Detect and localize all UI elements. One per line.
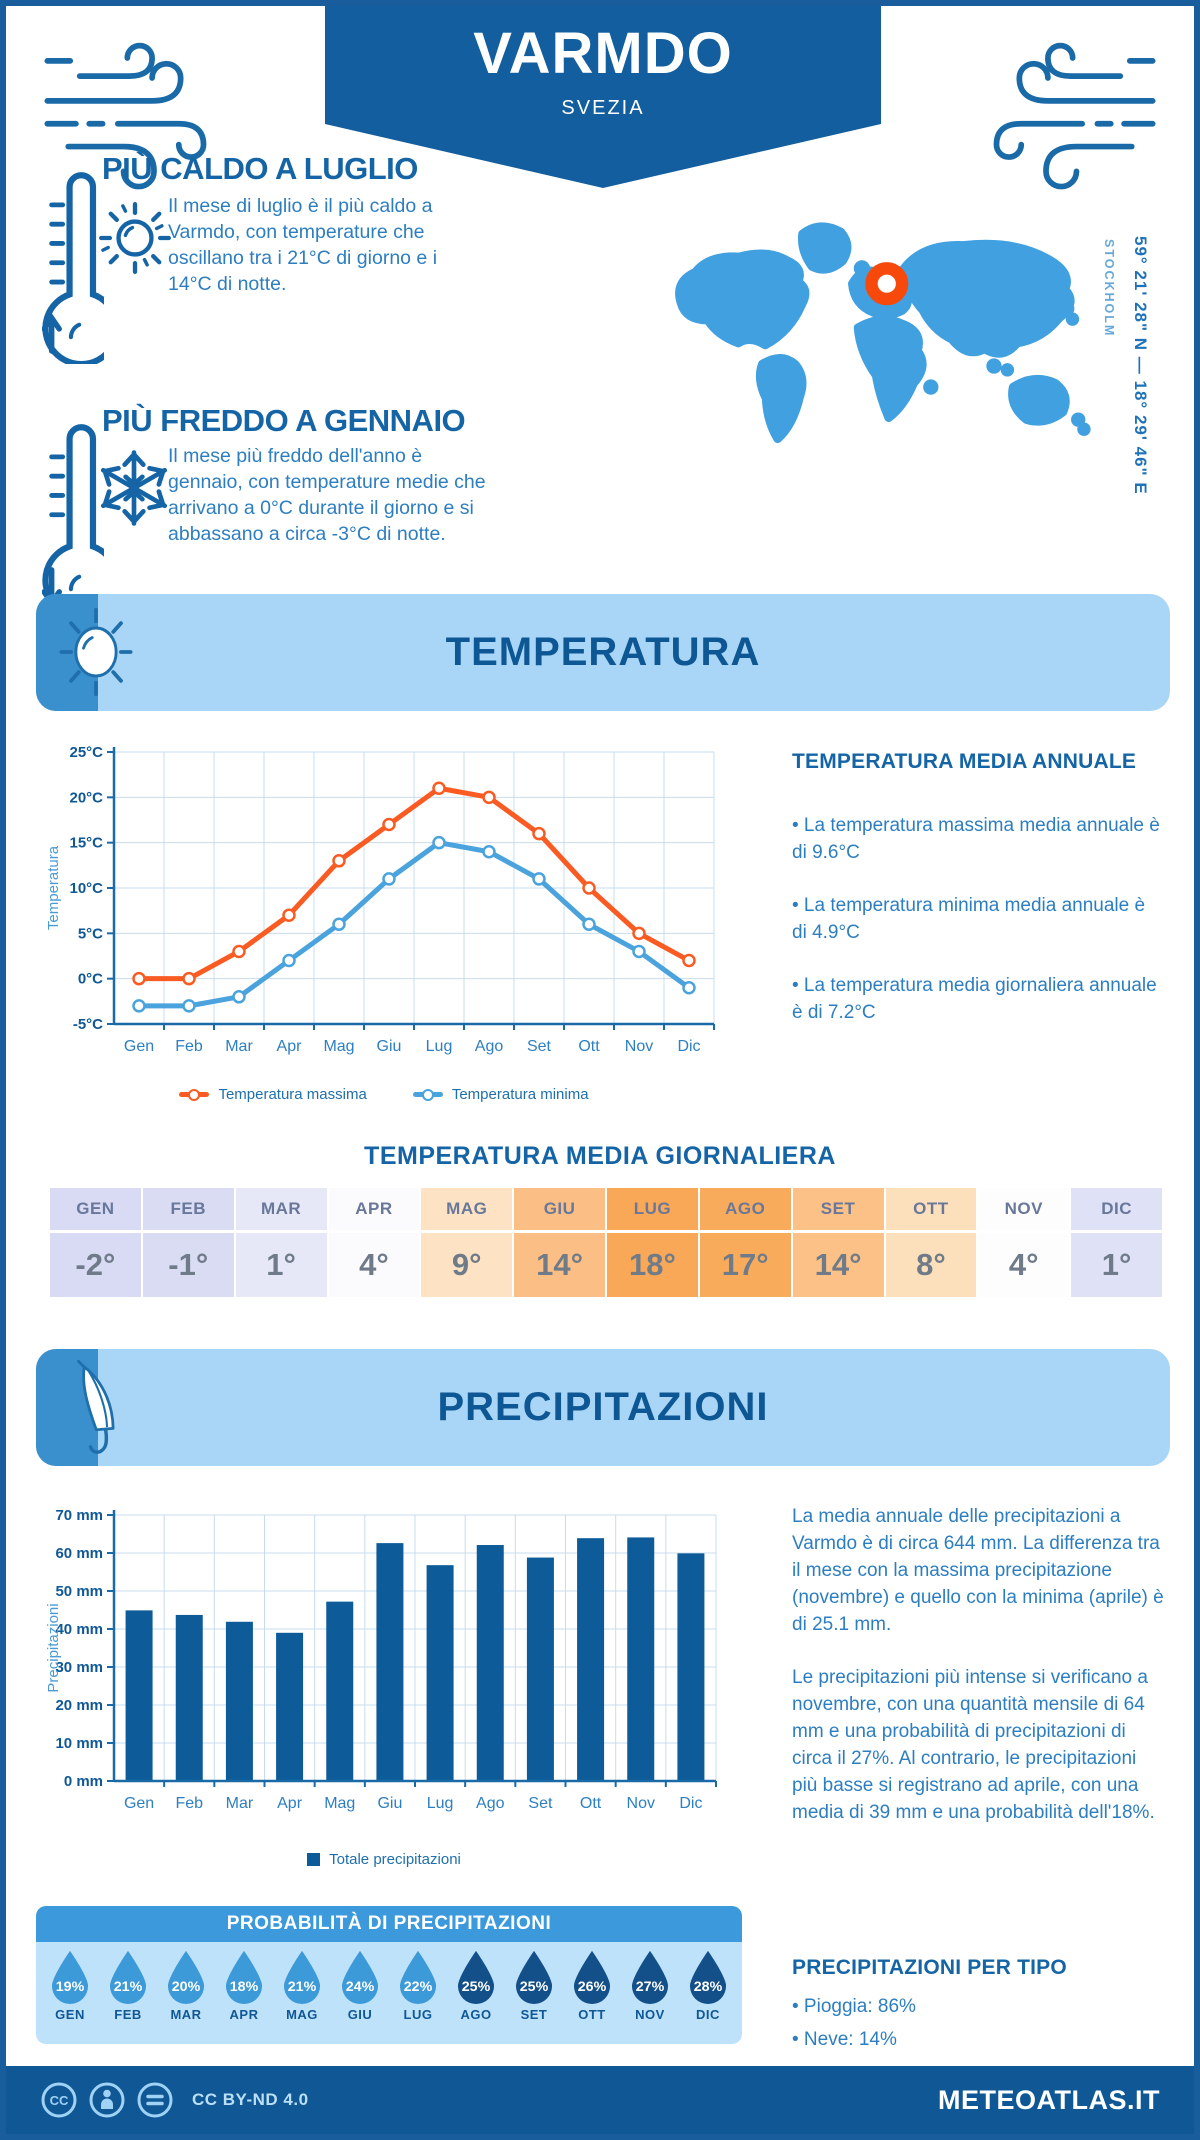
daily-temp-value: 4° — [359, 1247, 389, 1282]
thermometer-up-icon — [42, 156, 104, 364]
probability-droplet — [510, 1949, 558, 2022]
sun-icon — [96, 199, 174, 277]
svg-text:0°C: 0°C — [77, 970, 103, 988]
legend-swatch — [307, 1853, 320, 1866]
svg-text:25%: 25% — [519, 1978, 549, 1995]
svg-text:Set: Set — [528, 1795, 553, 1812]
precipitation-paragraph: La media annuale delle precipitazioni a Varmdo è di circa 644 mm. La differenza tra il mese con la massima precipitazione (novembre) e quello con la minima (aprile) è di 25.1 mm. — [792, 1506, 1164, 1635]
daily-temp-month: LUG — [607, 1188, 698, 1233]
svg-text:10°C: 10°C — [69, 880, 103, 897]
svg-text:Lug: Lug — [426, 1795, 454, 1812]
svg-text:Nov: Nov — [626, 1795, 655, 1812]
daily-temp-title: TEMPERATURA MEDIA GIORNALIERA — [364, 1142, 836, 1170]
svg-text:20 mm: 20 mm — [55, 1697, 103, 1714]
daily-temp-cell — [1071, 1188, 1162, 1297]
cc-nd-icon — [136, 2081, 174, 2119]
svg-text:Giu: Giu — [376, 1038, 402, 1055]
cc-icon — [40, 2081, 78, 2119]
site-name: METEOATLAS.IT — [938, 2084, 1160, 2115]
legend-item — [413, 1086, 589, 1103]
daily-temp-value: 8° — [916, 1247, 946, 1282]
daily-temp-value: 9° — [451, 1247, 482, 1282]
legend-item — [307, 1851, 461, 1868]
svg-text:-5°C: -5°C — [72, 1016, 103, 1033]
daily-temp-month: MAG — [421, 1188, 512, 1233]
probability-month-label: GEN — [55, 2007, 85, 2022]
annual-temp-title: TEMPERATURA MEDIA ANNUALE — [792, 750, 1137, 773]
svg-text:CC: CC — [49, 2093, 69, 2108]
probability-droplet — [568, 1949, 616, 2022]
precipitation-bar-chart — [44, 1501, 724, 1831]
probability-month-label: AGO — [460, 2007, 492, 2022]
daily-temp-value: 4° — [1008, 1247, 1039, 1282]
daily-temp-month: APR — [329, 1188, 420, 1233]
svg-text:15°C: 15°C — [69, 834, 103, 852]
svg-text:Ott: Ott — [578, 1038, 600, 1055]
daily-temp-value: 17° — [721, 1247, 769, 1282]
probability-droplet — [684, 1949, 732, 2022]
daily-temp-table — [50, 1188, 1162, 1297]
svg-text:50 mm: 50 mm — [55, 1583, 103, 1600]
daily-temp-value: 14° — [814, 1247, 862, 1282]
daily-temp-month: NOV — [978, 1188, 1069, 1233]
probability-month-label: SET — [520, 2007, 548, 2022]
temperature-section-banner — [36, 594, 1170, 711]
probability-month-label: OTT — [578, 2007, 606, 2022]
probability-droplet — [104, 1949, 152, 2022]
svg-text:30 mm: 30 mm — [55, 1659, 103, 1676]
svg-text:Feb: Feb — [175, 1795, 204, 1812]
probability-droplet — [162, 1949, 210, 2022]
legend-swatch — [179, 1092, 209, 1097]
license-text: CC BY-ND 4.0 — [192, 2090, 309, 2109]
probability-month-label: LUG — [403, 2007, 433, 2022]
legend-item — [179, 1086, 366, 1103]
probability-month-label: MAR — [170, 2007, 202, 2022]
location-marker-icon — [871, 268, 902, 299]
daily-temp-cell — [329, 1188, 420, 1297]
svg-text:27%: 27% — [635, 1978, 665, 1995]
probability-droplet — [278, 1949, 326, 2022]
svg-text:28%: 28% — [693, 1978, 723, 1995]
daily-temp-month: GEN — [50, 1188, 141, 1233]
precip-type-item: • Neve: 14% — [792, 2029, 897, 2050]
probability-month-label: FEB — [114, 2007, 142, 2022]
precip-type-list — [792, 1990, 1164, 2056]
probability-month-label: NOV — [635, 2007, 665, 2022]
svg-text:5°C: 5°C — [77, 925, 103, 943]
svg-text:60 mm: 60 mm — [55, 1545, 103, 1562]
snowflake-icon — [92, 446, 176, 530]
svg-text:Ott: Ott — [579, 1795, 602, 1812]
daily-temp-month: OTT — [886, 1188, 977, 1233]
annual-bullet: • La temperatura media giornaliera annuale è di 7.2°C — [792, 975, 1157, 1023]
precipitation-section-banner — [36, 1349, 1170, 1466]
svg-text:21%: 21% — [287, 1978, 317, 1995]
svg-text:25%: 25% — [461, 1978, 491, 1995]
probability-droplet — [452, 1949, 500, 2022]
daily-temp-cell — [886, 1188, 977, 1297]
svg-text:Mar: Mar — [225, 1795, 254, 1812]
svg-text:Apr: Apr — [276, 1038, 302, 1055]
svg-text:Mag: Mag — [324, 1795, 356, 1812]
legend-label: Temperatura massima — [218, 1086, 367, 1103]
svg-text:Lug: Lug — [425, 1038, 453, 1055]
svg-text:0 mm: 0 mm — [63, 1773, 103, 1790]
svg-text:10 mm: 10 mm — [55, 1735, 103, 1752]
page-subtitle: SVEZIA — [561, 97, 645, 119]
cc-attribution-icon — [88, 2081, 126, 2119]
svg-text:20°C: 20°C — [69, 789, 103, 807]
probability-month-label: DIC — [696, 2007, 720, 2022]
daily-temp-cell — [421, 1188, 512, 1297]
wind-icon — [966, 24, 1166, 192]
probability-panel — [36, 1942, 742, 2044]
probability-month-label: GIU — [347, 2007, 373, 2022]
daily-temp-value: 18° — [628, 1247, 676, 1282]
svg-text:24%: 24% — [345, 1978, 375, 1995]
daily-temp-cell — [50, 1188, 141, 1297]
temperature-chart-legend — [44, 1086, 724, 1103]
svg-text:Feb: Feb — [175, 1038, 203, 1055]
svg-text:Dic: Dic — [679, 1795, 703, 1812]
svg-text:70 mm: 70 mm — [55, 1507, 103, 1524]
daily-temp-value: -1° — [168, 1247, 209, 1282]
svg-text:21%: 21% — [113, 1978, 143, 1995]
daily-temp-value: -2° — [75, 1247, 116, 1282]
svg-text:Gen: Gen — [123, 1038, 155, 1055]
daily-temp-cell — [236, 1188, 327, 1297]
daily-temp-month: SET — [793, 1188, 884, 1233]
daily-temp-month: GIU — [514, 1188, 605, 1233]
daily-temp-cell — [143, 1188, 234, 1297]
map-coordinates: 59° 21' 28" N — 18° 29' 46" E — [1131, 236, 1150, 495]
hot-month-text: Il mese di luglio è il più caldo a Varmdo, con temperature che oscillano tra i 21°C di giorno e i 14°C di notte. — [168, 195, 438, 295]
precipitation-section-title: PRECIPITAZIONI — [437, 1385, 769, 1429]
svg-text:25°C: 25°C — [69, 744, 103, 761]
hot-month-title: PIÙ CALDO A LUGLIO — [102, 151, 418, 186]
daily-temp-value: 1° — [1101, 1247, 1132, 1282]
daily-temp-cell — [793, 1188, 884, 1297]
daily-temp-cell — [978, 1188, 1069, 1297]
legend-label: Totale precipitazioni — [329, 1851, 461, 1868]
svg-text:20%: 20% — [171, 1978, 201, 1995]
svg-text:Giu: Giu — [377, 1795, 403, 1812]
svg-text:18%: 18% — [229, 1978, 259, 1995]
annual-temp-bullets — [792, 812, 1164, 1052]
daily-temp-month: MAR — [236, 1188, 327, 1233]
temperature-line-chart — [44, 738, 724, 1080]
precip-type-title: PRECIPITAZIONI PER TIPO — [792, 1956, 1067, 1979]
svg-text:Mar: Mar — [225, 1038, 253, 1055]
legend-label: Temperatura minima — [451, 1086, 589, 1103]
page-title: VARMDO — [473, 21, 733, 86]
svg-text:Ago: Ago — [476, 1795, 505, 1812]
svg-text:Apr: Apr — [277, 1795, 303, 1812]
footer — [6, 2066, 1194, 2134]
daily-temp-cell — [700, 1188, 791, 1297]
svg-text:Set: Set — [526, 1038, 552, 1055]
daily-temp-value: 1° — [266, 1247, 296, 1282]
probability-droplet — [394, 1949, 442, 2022]
svg-text:Ago: Ago — [474, 1038, 504, 1055]
svg-text:22%: 22% — [403, 1978, 433, 1995]
svg-text:40 mm: 40 mm — [55, 1621, 103, 1638]
cold-month-text: Il mese più freddo dell'anno è gennaio, con temperature medie che arrivano a 0°C durante il giorno e si abbassano a circa -3°C di notte. — [168, 445, 486, 545]
svg-text:Gen: Gen — [123, 1795, 155, 1812]
precipitation-info — [792, 1503, 1164, 1852]
daily-temp-cell — [514, 1188, 605, 1297]
probability-droplet — [336, 1949, 384, 2022]
probability-droplet — [220, 1949, 268, 2022]
probability-droplet — [626, 1949, 674, 2022]
daily-temp-cell — [607, 1188, 698, 1297]
probability-month-label: APR — [229, 2007, 259, 2022]
cold-month-title: PIÙ FREDDO A GENNAIO — [102, 403, 466, 438]
svg-text:Nov: Nov — [624, 1038, 654, 1055]
svg-text:Precipitazioni: Precipitazioni — [45, 1603, 62, 1693]
daily-temp-month: AGO — [700, 1188, 791, 1233]
daily-temp-month: DIC — [1071, 1188, 1162, 1233]
legend-swatch — [413, 1092, 443, 1097]
annual-bullet: • La temperatura massima media annuale è di 9.6°C — [792, 815, 1160, 863]
daily-temp-value: 14° — [536, 1247, 584, 1282]
svg-text:Mag: Mag — [323, 1038, 355, 1055]
temperature-section-title: TEMPERATURA — [445, 630, 761, 674]
annual-bullet: • La temperatura minima media annuale è di 4.9°C — [792, 895, 1146, 943]
precipitation-chart-legend — [44, 1851, 724, 1868]
world-map — [648, 188, 1116, 456]
svg-text:26%: 26% — [577, 1978, 607, 1995]
precipitation-paragraph: Le precipitazioni più intense si verificano a novembre, con una quantità mensile di 64 mm e una probabilità di precipitazioni di circa il 27%. Al contrario, le precipitazioni più basse si registrano ad aprile, con una media di 39 mm e una probabilità dell'18%. — [792, 1667, 1155, 1823]
daily-temp-month: FEB — [143, 1188, 234, 1233]
svg-text:19%: 19% — [55, 1978, 85, 1995]
svg-text:Temperatura: Temperatura — [45, 845, 62, 931]
map-city-label: STOCKHOLM — [1102, 239, 1116, 338]
probability-droplet — [46, 1949, 94, 2022]
svg-text:Dic: Dic — [677, 1038, 701, 1055]
probability-month-label: MAG — [286, 2007, 318, 2022]
probability-header: PROBABILITÀ DI PRECIPITAZIONI — [36, 1906, 742, 1942]
precip-type-item: • Pioggia: 86% — [792, 1996, 916, 2017]
